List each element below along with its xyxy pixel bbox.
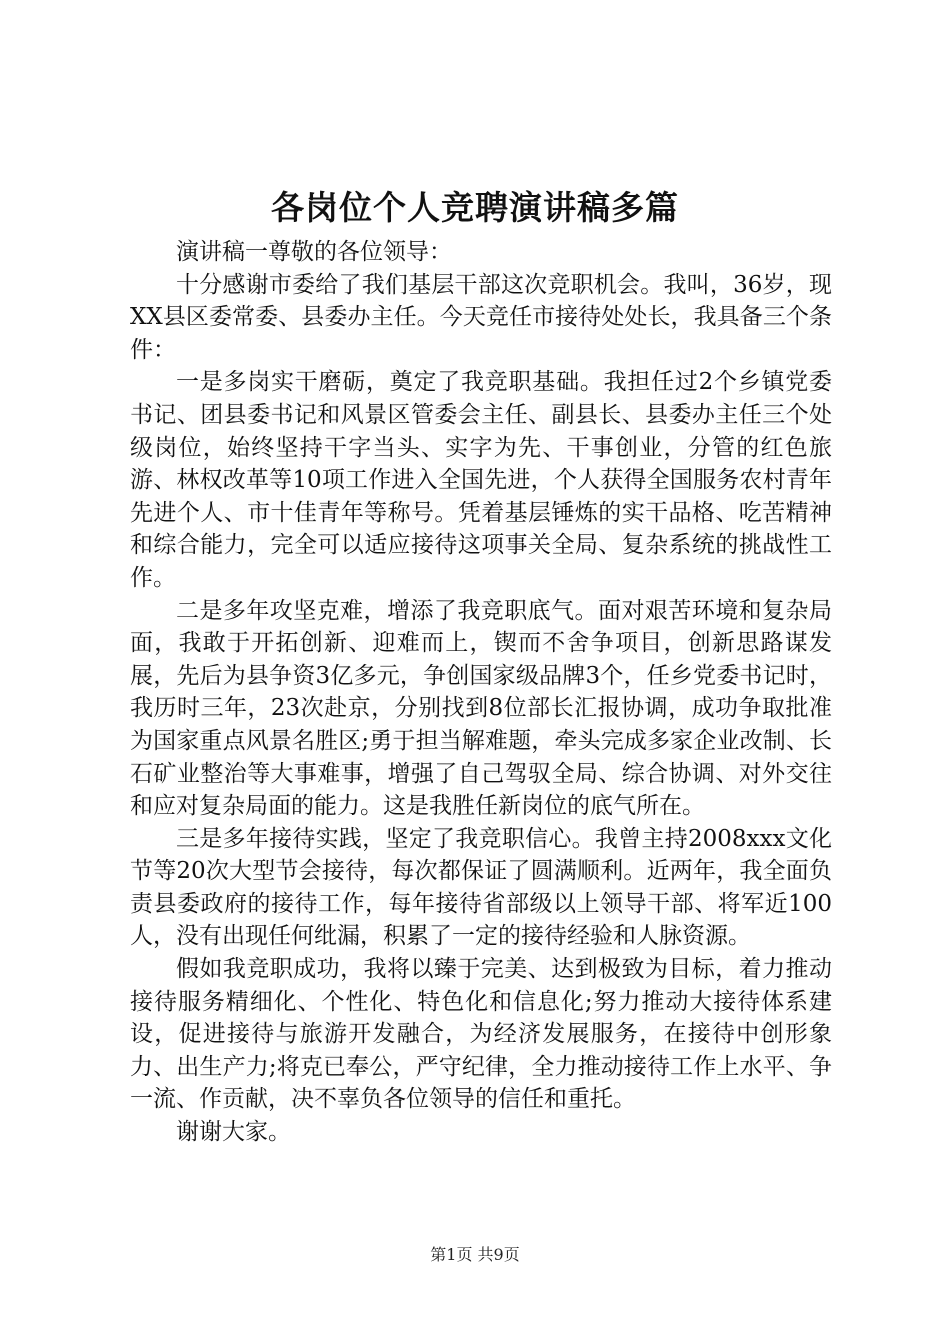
second-condition-paragraph: 二是多年攻坚克难，增添了我竞职底气。面对艰苦环境和复杂局面，我敢于开拓创新、迎难而上，锲而不舍争项目，创新思路谋发展，先后为县争资3亿多元，争创国家级品牌3个，任乡党委书记时，我历时三年，23次赴京，分别找到8位部长汇报协调，成功争取批准为国家重点风景名胜区;勇于担当解难题，牵头完成多家企业改制、长石矿业整治等大事难事，增强了自己驾驭全局、综合协调、对外交往和应对复杂局面的能力。这是我胜任新岗位的底气所在。 xyxy=(130,597,832,820)
commitment-paragraph: 假如我竞职成功，我将以臻于完美、达到极致为目标，着力推动接待服务精细化、个性化、特色化和信息化;努力推动大接待体系建设，促进接待与旅游开发融合，为经济发展服务，在接待中创形象力、出生产力;将克已奉公，严守纪律，全力推动接待工作上水平、争一流、作贡献，决不辜负各位领导的信任和重托。 xyxy=(130,956,832,1113)
document-title: 各岗位个人竞聘演讲稿多篇 xyxy=(271,188,679,227)
document-body xyxy=(130,236,832,1149)
salutation-paragraph: 演讲稿一尊敬的各位领导： xyxy=(176,239,452,265)
third-condition-paragraph: 三是多年接待实践，坚定了我竞职信心。我曾主持2008xxx文化节等20次大型节会接待，每次都保证了圆满顺利。近两年，我全面负责县委政府的接待工作，每年接待省部级以上领导干部、将军近100人，没有出现任何纰漏，积累了一定的接待经验和人脉资源。 xyxy=(130,825,832,950)
page-number-footer: 第1页 共9页 xyxy=(430,1245,520,1264)
closing-paragraph: 谢谢大家。 xyxy=(176,1119,291,1146)
first-condition-paragraph: 一是多岗实干磨砺，奠定了我竞职基础。我担任过2个乡镇党委书记、团县委书记和风景区管委会主任、副县长、县委办主任三个处级岗位，始终坚持干字当头、实字为先、干事创业，分管的红色旅游、林权改革等10项工作进入全国先进，个人获得全国服务农村青年先进个人、市十佳青年等称号。凭着基层锤炼的实干品格、吃苦精神和综合能力，完全可以适应接待这项事关全局、复杂系统的挑战性工作。 xyxy=(130,369,832,591)
intro-paragraph: 十分感谢市委给了我们基层干部这次竞职机会。我叫，36岁，现XX县区委常委、县委办主任。今天竞任市接待处处长，我具备三个条件： xyxy=(130,271,832,363)
